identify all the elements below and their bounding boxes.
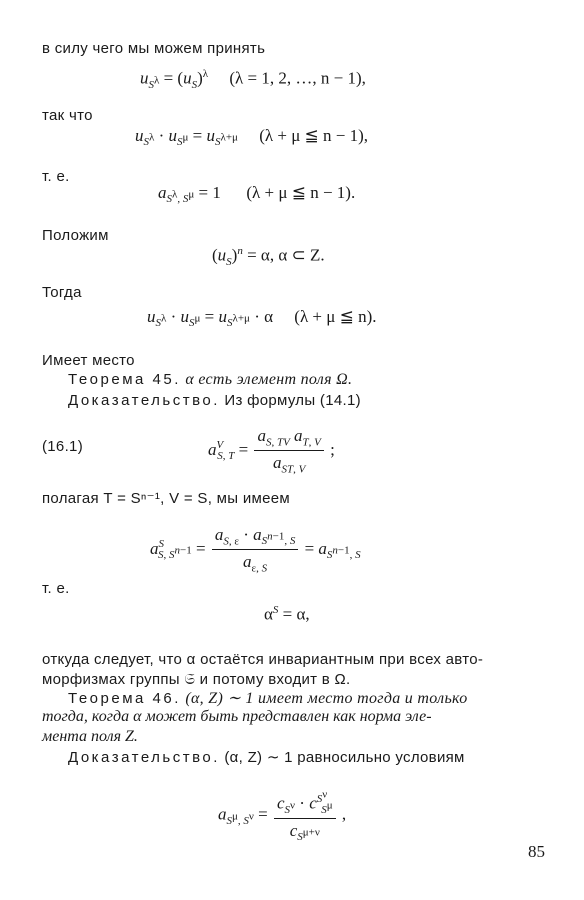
formula-condition: (λ + μ ≦ n − 1), bbox=[259, 126, 369, 145]
text-line: т. е. bbox=[42, 580, 70, 597]
text-line: Имеет место bbox=[42, 352, 135, 369]
formula-rest: = α, α ⊂ Z. bbox=[247, 245, 325, 265]
proof-2 bbox=[68, 748, 465, 766]
theorem-statement: мента поля Z. bbox=[42, 728, 138, 745]
theorem-46 bbox=[68, 688, 468, 708]
proof-text: (α, Z) ∼ 1 равносильно условиям bbox=[224, 749, 465, 766]
formula-condition: (λ + μ ≦ n − 1). bbox=[246, 183, 356, 202]
text-line: Тогда bbox=[42, 284, 82, 301]
text-line: полагая T = Sⁿ⁻¹, V = S, мы имеем bbox=[42, 490, 291, 507]
theorem-statement: (α, Z) ∼ 1 имеет место тогда и только bbox=[185, 690, 468, 707]
formula-condition: (λ + μ ≦ n). bbox=[294, 307, 377, 326]
formula-alpha-def: $(u_S)^n = \alpha$, α ⊂ Z. bbox=[212, 245, 325, 269]
formula-substituted: $a^S_{S, S^{n-1}}$ = $\frac{a_{S, \varepsilon} \cdot a_{S^{n-1}, S}}{a_{\varepsilon, S}}$ = $a_{S^{n-1}, S}$ bbox=[150, 525, 361, 575]
page-number: 85 bbox=[528, 842, 545, 861]
text-line: так что bbox=[42, 107, 93, 124]
formula-product-alpha: $u_{S^\lambda} \cdot u_{S^\mu} = u_{S^{\lambda+\mu}} \cdot \alpha$ (λ + μ ≦ n). bbox=[147, 307, 377, 330]
equation-16-1: $a^V_{S, T}$ = $\frac{a_{S, TV} a_{T, V}}{a_{ST, V}}$ ; bbox=[208, 426, 335, 476]
formula-condition: (λ = 1, 2, …, n − 1), bbox=[229, 68, 366, 88]
formula-invariant: $\alpha^S = \alpha$, bbox=[264, 604, 310, 624]
theorem-heading: Теорема 45. bbox=[68, 371, 181, 388]
theorem-45 bbox=[68, 371, 352, 389]
formula-norm-condition: $a_{S^\mu, S^\nu}$ = $\frac{c_{S^\nu} \cdot c^{S^\nu}_{S^\mu}}{c_{S^{\mu+\nu}}}$ , bbox=[218, 788, 347, 844]
proof-heading: Доказательство. bbox=[68, 749, 220, 766]
text-line: откуда следует, что α остаётся инвариантным при всех авто- bbox=[42, 651, 484, 668]
formula-factor-set: $a_{S^\lambda, S^\mu} = 1$ (λ + μ ≦ n − 1). bbox=[158, 183, 356, 206]
text-line: Положим bbox=[42, 227, 109, 244]
proof-text: Из формулы (14.1) bbox=[224, 392, 361, 409]
text-line: т. е. bbox=[42, 168, 70, 185]
theorem-heading: Теорема 46. bbox=[68, 690, 181, 707]
formula-product: $u_{S^\lambda} \cdot u_{S^\mu} = u_{S^{\lambda+\mu}}$ (λ + μ ≦ n − 1), bbox=[135, 126, 369, 149]
proof-heading: Доказательство. bbox=[68, 392, 220, 409]
formula-powers: $u_{S^\lambda} = (u_S)^\lambda$ (λ = 1, 2, …, n − 1), bbox=[140, 68, 366, 92]
equation-label: (16.1) bbox=[42, 438, 83, 455]
theorem-statement: тогда, когда α может быть представлен как норма эле- bbox=[42, 708, 432, 725]
text-line: в силу чего мы можем принять bbox=[42, 40, 266, 57]
text-line: морфизмах группы 𝔖 и потому входит в Ω. bbox=[42, 671, 351, 688]
proof-1 bbox=[68, 392, 361, 409]
theorem-statement: α есть элемент поля Ω. bbox=[185, 371, 353, 388]
